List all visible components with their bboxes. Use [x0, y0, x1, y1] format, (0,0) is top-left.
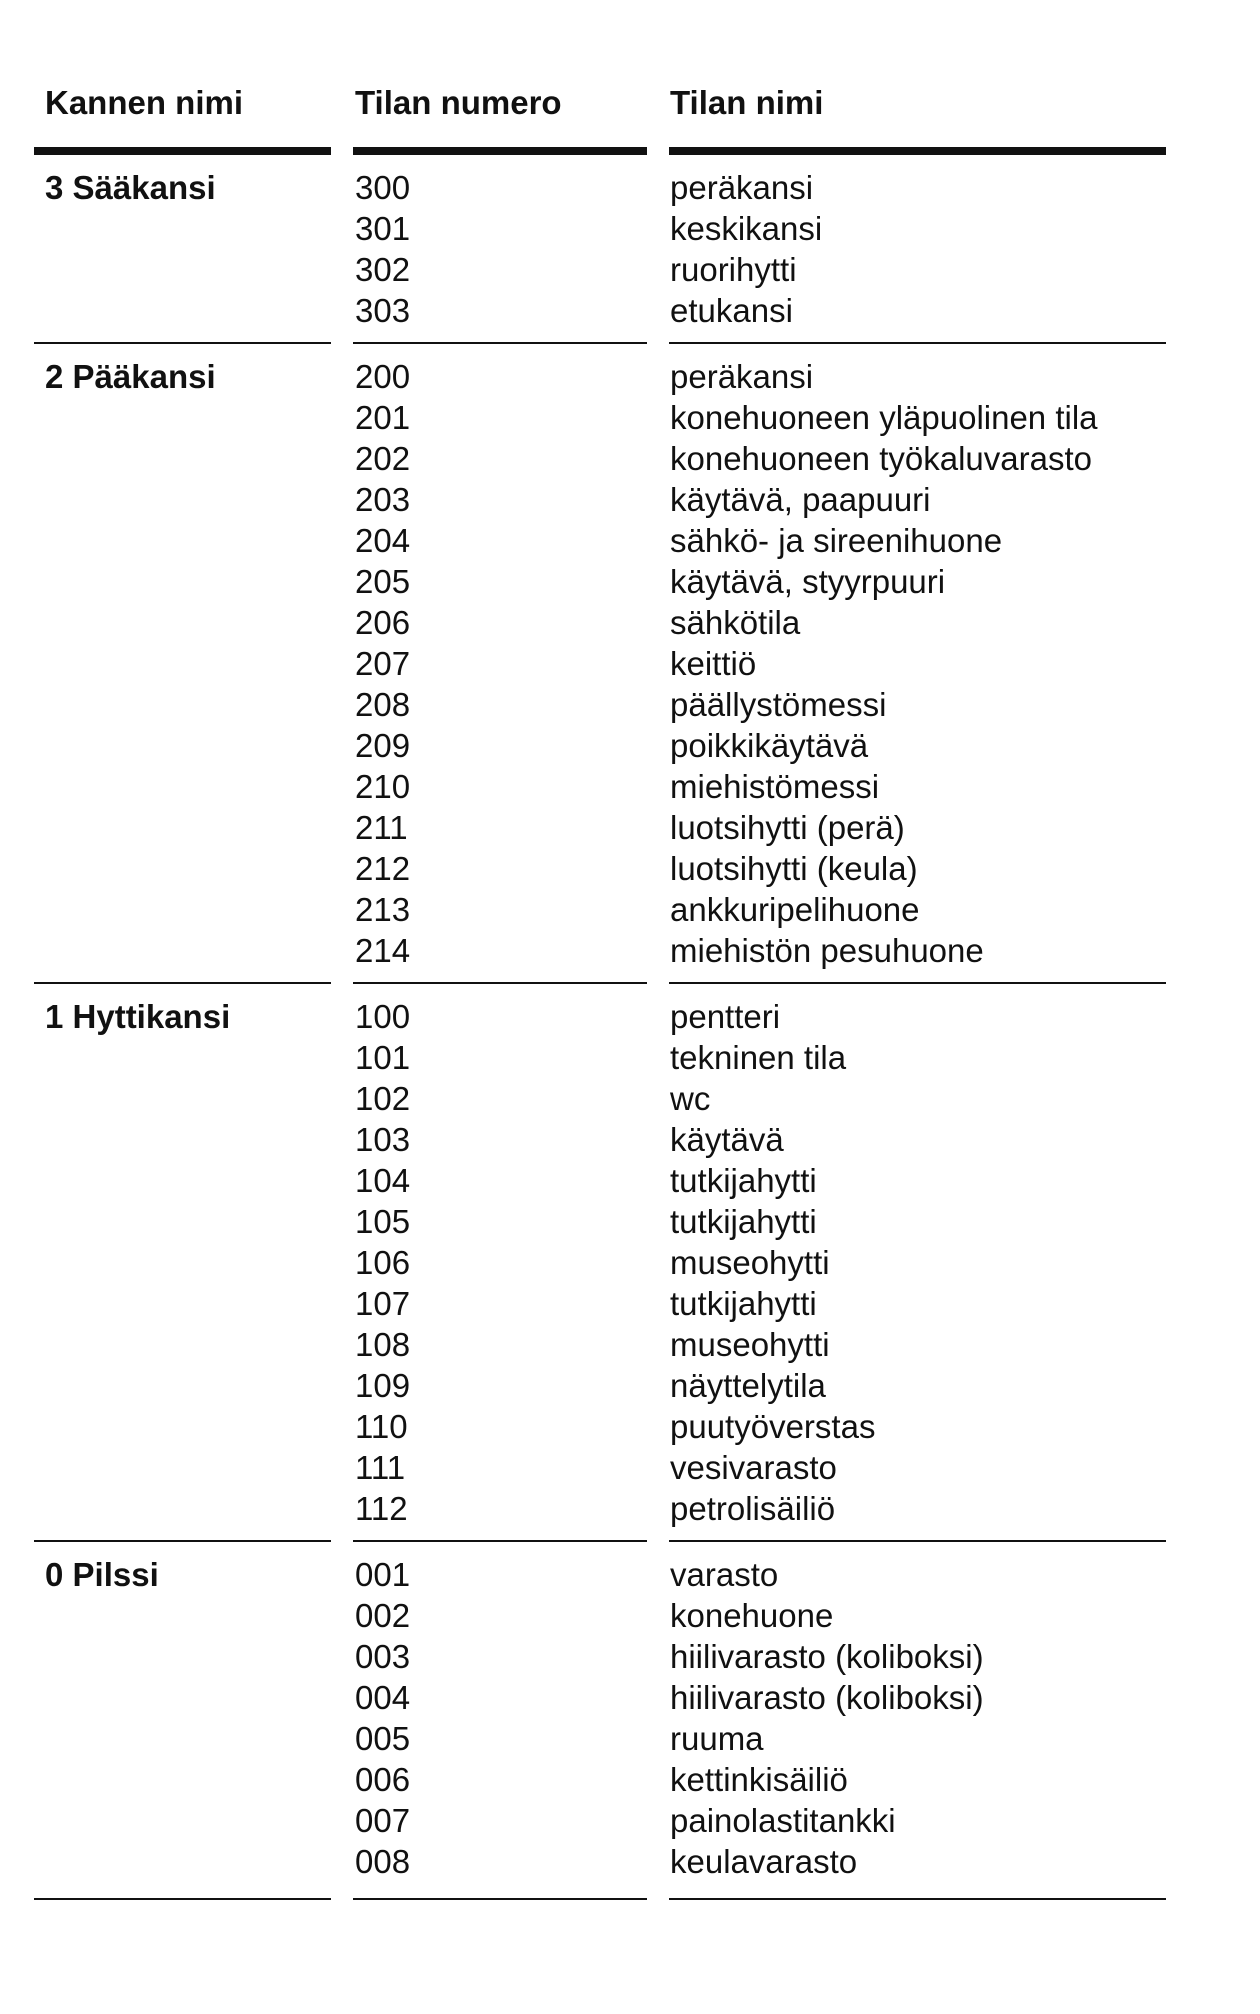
- room-number: 103: [355, 1121, 411, 1158]
- group-rule: [353, 982, 647, 984]
- header-deck-name: Kannen nimi: [45, 84, 244, 121]
- room-name: hiilivarasto (koliboksi): [670, 1679, 984, 1716]
- room-number: 112: [355, 1490, 408, 1527]
- table-row: [0, 1636, 1260, 1677]
- room-number: 210: [355, 768, 411, 805]
- group-rule: [669, 342, 1166, 344]
- room-number: 201: [355, 399, 411, 436]
- room-number: 208: [355, 686, 411, 723]
- group-rule: [669, 1898, 1166, 1900]
- room-name: tutkijahytti: [670, 1203, 817, 1240]
- room-list: [0, 356, 1260, 971]
- header-rule-number: [353, 147, 647, 155]
- room-number: 209: [355, 727, 411, 764]
- table-row: [0, 1447, 1260, 1488]
- room-name: varasto: [670, 1556, 779, 1593]
- table-row: [0, 438, 1260, 479]
- room-name: käytävä: [670, 1121, 784, 1158]
- room-number: 211: [355, 809, 408, 846]
- table-row: [0, 602, 1260, 643]
- room-number: 001: [355, 1556, 411, 1593]
- group-rule: [34, 982, 331, 984]
- room-name: käytävä, styyrpuuri: [670, 563, 946, 600]
- room-name: konehuoneen yläpuolinen tila: [670, 399, 1098, 436]
- room-name: museohytti: [670, 1244, 830, 1281]
- table-row: [0, 1554, 1260, 1595]
- room-name: kettinkisäiliö: [670, 1761, 848, 1798]
- table-row: [0, 725, 1260, 766]
- table-row: [0, 1283, 1260, 1324]
- table-row: [0, 996, 1260, 1037]
- table-row: [0, 208, 1260, 249]
- room-number: 102: [355, 1080, 411, 1117]
- room-number: 207: [355, 645, 411, 682]
- table-row: [0, 1324, 1260, 1365]
- table-row: [0, 249, 1260, 290]
- room-number: 300: [355, 169, 411, 206]
- room-name: näyttelytila: [670, 1367, 826, 1404]
- room-number: 106: [355, 1244, 411, 1281]
- room-name: poikkikäytävä: [670, 727, 869, 764]
- table-row: [0, 1406, 1260, 1447]
- room-number: 111: [355, 1449, 406, 1486]
- table-row: [0, 1078, 1260, 1119]
- room-name: miehistömessi: [670, 768, 880, 805]
- room-name: keulavarasto: [670, 1843, 858, 1880]
- group-rule: [669, 1540, 1166, 1542]
- room-name: konehuone: [670, 1597, 834, 1634]
- room-name: ruuma: [670, 1720, 764, 1757]
- room-name: museohytti: [670, 1326, 830, 1363]
- table-row: [0, 1488, 1260, 1529]
- table-row: [0, 397, 1260, 438]
- table-row: [0, 167, 1260, 208]
- group-rule: [34, 1540, 331, 1542]
- room-number: 206: [355, 604, 411, 641]
- table-row: [0, 684, 1260, 725]
- room-name: peräkansi: [670, 358, 814, 395]
- room-name: päällystömessi: [670, 686, 887, 723]
- deck-label: 1 Hyttikansi: [45, 998, 231, 1035]
- room-number: 100: [355, 998, 411, 1035]
- deck-label: 0 Pilssi: [45, 1556, 159, 1593]
- room-number: 004: [355, 1679, 411, 1716]
- table-row: [0, 1037, 1260, 1078]
- room-number: 108: [355, 1326, 411, 1363]
- group-rule: [34, 342, 331, 344]
- room-name: tekninen tila: [670, 1039, 847, 1076]
- group-rule: [669, 982, 1166, 984]
- table-row: [0, 1160, 1260, 1201]
- room-list: [0, 996, 1260, 1529]
- room-number: 107: [355, 1285, 411, 1322]
- room-name: puutyöverstas: [670, 1408, 876, 1445]
- room-number: 007: [355, 1802, 411, 1839]
- room-name: peräkansi: [670, 169, 814, 206]
- room-name: luotsihytti (keula): [670, 850, 918, 887]
- room-number: 203: [355, 481, 411, 518]
- table-row: [0, 1800, 1260, 1841]
- room-number: 202: [355, 440, 411, 477]
- table-row: [0, 1119, 1260, 1160]
- table-row: [0, 1242, 1260, 1283]
- room-number: 005: [355, 1720, 411, 1757]
- room-list: [0, 1554, 1260, 1882]
- room-name: pentteri: [670, 998, 781, 1035]
- room-name: painolastitankki: [670, 1802, 896, 1839]
- table-row: [0, 643, 1260, 684]
- room-number: 002: [355, 1597, 411, 1634]
- table-row: [0, 1677, 1260, 1718]
- group-rule: [34, 1898, 331, 1900]
- room-number: 205: [355, 563, 411, 600]
- group-rule: [353, 1898, 647, 1900]
- table-row: [0, 848, 1260, 889]
- table-row: [0, 290, 1260, 331]
- header-rule-deck: [34, 147, 331, 155]
- room-name: ankkuripelihuone: [670, 891, 920, 928]
- table-row: [0, 479, 1260, 520]
- header-room-number: Tilan numero: [355, 84, 562, 121]
- room-number: 214: [355, 932, 411, 969]
- room-number: 204: [355, 522, 411, 559]
- room-name: hiilivarasto (koliboksi): [670, 1638, 984, 1675]
- table-row: [0, 1759, 1260, 1800]
- room-name: sähkötila: [670, 604, 801, 641]
- table-row: [0, 1201, 1260, 1242]
- room-list: [0, 167, 1260, 331]
- table-row: [0, 561, 1260, 602]
- room-name: käytävä, paapuuri: [670, 481, 931, 518]
- group-rule: [353, 342, 647, 344]
- room-number: 303: [355, 292, 411, 329]
- room-number: 101: [355, 1039, 411, 1076]
- room-number: 302: [355, 251, 411, 288]
- room-name: ruorihytti: [670, 251, 797, 288]
- room-number: 105: [355, 1203, 411, 1240]
- room-name: tutkijahytti: [670, 1162, 817, 1199]
- room-number: 008: [355, 1843, 411, 1880]
- room-number: 212: [355, 850, 411, 887]
- table-row: [0, 1365, 1260, 1406]
- room-number: 109: [355, 1367, 411, 1404]
- table-row: [0, 520, 1260, 561]
- room-name: luotsihytti (perä): [670, 809, 905, 846]
- deck-label: 2 Pääkansi: [45, 358, 216, 395]
- table-row: [0, 766, 1260, 807]
- room-number: 006: [355, 1761, 411, 1798]
- header-rule-name: [669, 147, 1166, 155]
- table-row: [0, 930, 1260, 971]
- room-name: miehistön pesuhuone: [670, 932, 984, 969]
- table-row: [0, 1718, 1260, 1759]
- room-number: 104: [355, 1162, 411, 1199]
- table-row: [0, 807, 1260, 848]
- room-name: tutkijahytti: [670, 1285, 817, 1322]
- table-row: [0, 356, 1260, 397]
- table-row: [0, 1595, 1260, 1636]
- table-row: [0, 889, 1260, 930]
- room-name: sähkö- ja sireenihuone: [670, 522, 1003, 559]
- room-name: wc: [670, 1080, 711, 1117]
- room-number: 213: [355, 891, 411, 928]
- header-room-name: Tilan nimi: [670, 84, 824, 121]
- room-number: 200: [355, 358, 411, 395]
- room-name: petrolisäiliö: [670, 1490, 836, 1527]
- room-number: 110: [355, 1408, 408, 1445]
- room-name: konehuoneen työkaluvarasto: [670, 440, 1092, 477]
- room-name: keskikansi: [670, 210, 823, 247]
- room-name: keittiö: [670, 645, 757, 682]
- room-number: 003: [355, 1638, 411, 1675]
- room-name: etukansi: [670, 292, 793, 329]
- room-number: 301: [355, 210, 411, 247]
- room-name: vesivarasto: [670, 1449, 837, 1486]
- group-rule: [353, 1540, 647, 1542]
- deck-label: 3 Sääkansi: [45, 169, 216, 206]
- table-row: [0, 1841, 1260, 1882]
